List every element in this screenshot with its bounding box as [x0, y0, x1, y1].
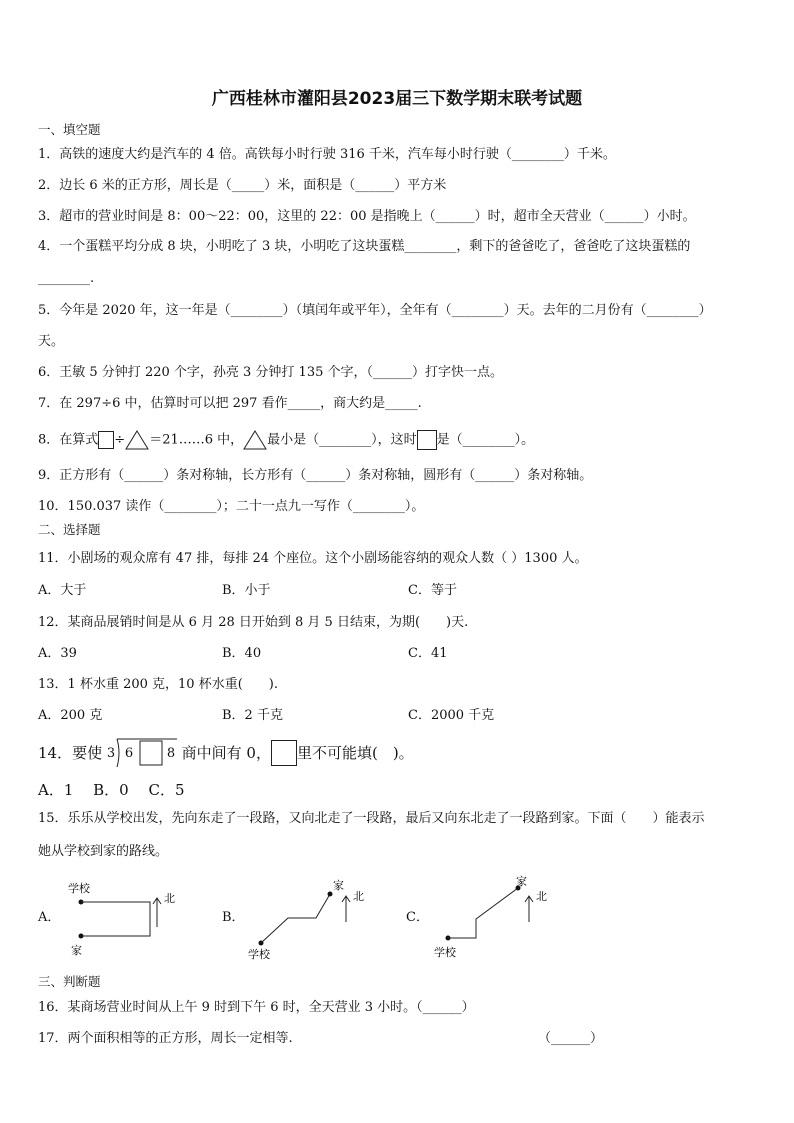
square-blank — [271, 740, 297, 766]
question-4-continued: ________. — [38, 271, 95, 286]
q14-prefix: 14．要使 — [38, 744, 103, 762]
question-10: 10．150.037 读作（________）；二十一点九一写作（________）。 — [38, 499, 425, 514]
question-8 — [38, 430, 534, 451]
school-label: 学校 — [248, 948, 270, 961]
q15-route-diagrams — [0, 875, 794, 965]
q15-option-c-label: C． — [406, 910, 429, 925]
section-judge-heading: 三、判断题 — [38, 974, 101, 989]
q11-option-a: A．大于 — [38, 583, 87, 598]
q8-divide: ÷ — [114, 432, 126, 448]
route-diagram-b — [248, 878, 364, 961]
long-division — [107, 738, 177, 768]
question-7: 7．在 297÷6 中，估算时可以把 297 看作_____，商大约是_____. — [38, 396, 422, 411]
q15-option-b-label: B． — [222, 910, 245, 925]
q13-option-a: A．200 克 — [38, 708, 103, 723]
dividend-digit-1: 6 — [124, 746, 134, 761]
triangle-icon — [243, 430, 267, 450]
section-choice-heading: 二、选择题 — [38, 522, 101, 537]
q8-prefix: 8．在算式 — [38, 432, 99, 448]
question-16: 16．某商场营业时间从上午 9 时到下午 6 时，全天营业 3 小时。（______） — [38, 1000, 475, 1015]
question-4: 4．一个蛋糕平均分成 8 块，小明吃了 3 块，小明吃了这块蛋糕________，剩下的爸爸吃了，爸爸吃了这块蛋糕的 — [38, 239, 691, 254]
school-label: 学校 — [434, 946, 456, 959]
question-3: 3．超市的营业时间是 8：00～22：00，这里的 22：00 是指晚上（______）时，超市全天营业（______）小时。 — [38, 209, 696, 224]
home-point — [328, 892, 333, 897]
q8-mid: ＝21……6 中， — [149, 432, 244, 448]
question-15: 15．乐乐从学校出发，先向东走了一段路，又向北走了一段路，最后又向东北走了一段路到家。下面（ ）能表示 — [38, 811, 705, 826]
q14-options: A．1 B．0 C．5 — [38, 781, 185, 799]
route-line-b — [261, 894, 330, 943]
north-label: 北 — [536, 890, 547, 903]
question-6: 6．王敏 5 分钟打 220 个字，孙亮 3 分钟打 135 个字，（______）打字快一点。 — [38, 365, 503, 380]
home-point — [79, 934, 84, 939]
q13-option-c: C．2000 千克 — [408, 708, 495, 723]
north-label: 北 — [164, 892, 175, 905]
q8-smallest: 最小是（________），这时 — [267, 432, 417, 448]
q11-option-b: B．小于 — [222, 583, 271, 598]
q12-option-c: C．41 — [408, 646, 448, 661]
route-line-c — [448, 888, 518, 938]
q14-suffix: 里不可能填( )。 — [296, 744, 414, 762]
question-9: 9．正方形有（______）条对称轴，长方形有（______）条对称轴，圆形有（______）条对称轴。 — [38, 468, 593, 483]
page-title: 广西桂林市灌阳县2023届三下数学期末联考试题 — [211, 89, 583, 109]
square-blank — [98, 431, 114, 449]
question-14 — [38, 738, 414, 770]
q13-option-b: B．2 千克 — [222, 708, 283, 723]
q8-is: 是（________）。 — [436, 432, 535, 448]
q14-mid: 商中间有 0， — [181, 744, 271, 762]
question-11: 11．小剧场的观众席有 47 排，每排 24 个座位。这个小剧场能容纳的观众人数（ ）1300 人。 — [38, 551, 588, 566]
question-13: 13．1 杯水重 200 克，10 杯水重( ). — [38, 677, 278, 692]
triangle-icon — [125, 430, 149, 450]
divisor: 3 — [106, 746, 116, 761]
route-diagram-c — [434, 875, 547, 959]
route-diagram-a — [68, 881, 175, 957]
question-17: 17．两个面积相等的正方形，周长一定相等. — [38, 1031, 293, 1046]
section-fill-heading: 一、填空题 — [38, 122, 101, 137]
north-label: 北 — [353, 890, 364, 903]
question-5: 5．今年是 2020 年，这一年是（________）（填闰年或平年），全年有（________）天。去年的二月份有（________） — [38, 303, 712, 318]
home-label: 家 — [71, 944, 82, 957]
q12-option-b: B．40 — [222, 646, 262, 661]
question-1: 1．高铁的速度大约是汽车的 4 倍。高铁每小时行驶 316 千米，汽车每小时行驶（________）千米。 — [38, 147, 616, 162]
q12-option-a: A．39 — [38, 646, 77, 661]
question-15-continued: 她从学校到家的路线。 — [38, 844, 169, 859]
home-label: 家 — [516, 875, 527, 888]
question-12: 12．某商品展销时间是从 6 月 28 日开始到 8 月 5 日结束，为期( )天. — [38, 615, 469, 630]
dividend-digit-3: 8 — [166, 746, 176, 761]
home-label: 家 — [333, 879, 344, 892]
route-line-a — [81, 902, 150, 936]
q15-option-a-label: A． — [38, 910, 61, 925]
question-2: 2．边长 6 米的正方形，周长是（_____）米，面积是（______）平方米 — [38, 178, 447, 193]
square-blank — [417, 430, 437, 450]
school-label: 学校 — [68, 882, 90, 895]
question-5-continued: 天。 — [38, 334, 65, 349]
question-17-blank: （______） — [538, 1031, 604, 1046]
q11-option-c: C．等于 — [408, 583, 457, 598]
